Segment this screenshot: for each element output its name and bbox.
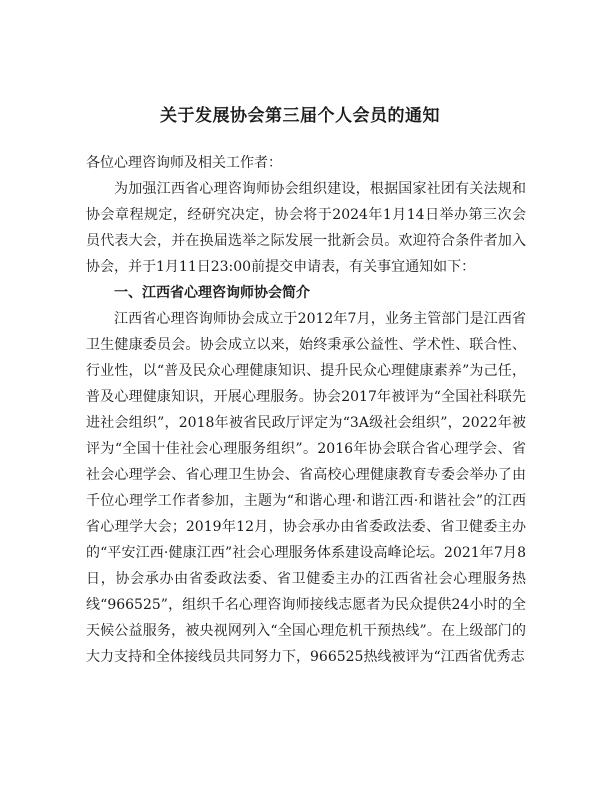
section-1-body: 江西省心理咨询师协会成立于2012年7月，业务主管部门是江西省卫生健康委员会。协会成立以来，始终秉承公益性、学术性、联合性、行业性，以“普及民众心理健康知识、提升民众心理健康素养”为己任，普及心理健康知识，开展心理服务。协会2017年被评为“全国社科联先进社会组织”，2018年被省民政厅评定为“3A级社会组织”，2022年被评为“全国十佳社会心理服务组织”。2016年协会联合省心理学会、省社会心理学会、省心理卫生协会、省高校心理健康教育专委会举办了由千位心理学工作者参加，主题为“和谐心理·和谐江西·和谐社会”的江西省心理学大会；2019年12月，协会承办由省委政法委、省卫健委主办的“平安江西·健康江西”社会心理服务体系建设高峰论坛。2021年7月8日，协会承办由省委政法委、省卫健委主办的江西省社会心理服务热线“966525”，组织千名心理咨询师接线志愿者为民众提供24小时的全天候公益服务，被央视网列入“全国心理危机干预热线”。在上级部门的大力支持和全体接线员共同努力下，966525热线被评为“江西省优秀志	[86, 311, 526, 665]
intro-paragraph: 为加强江西省心理咨询师协会组织建设，根据国家社团有关法规和协会章程规定，经研究决定，协会将于2024年1月14日举办第三次会员代表大会，并在换届选举之际发展一批新会员。欢迎符合条件者加入协会，并于1月11日23:00前提交申请表，有关事宜通知如下：	[86, 181, 526, 275]
salutation: 各位心理咨询师及相关工作者：	[86, 155, 282, 171]
section-1-heading: 一、江西省心理咨询师协会简介	[114, 285, 310, 301]
document-title: 关于发展协会第三届个人会员的通知	[160, 106, 440, 126]
document-body	[86, 150, 526, 670]
